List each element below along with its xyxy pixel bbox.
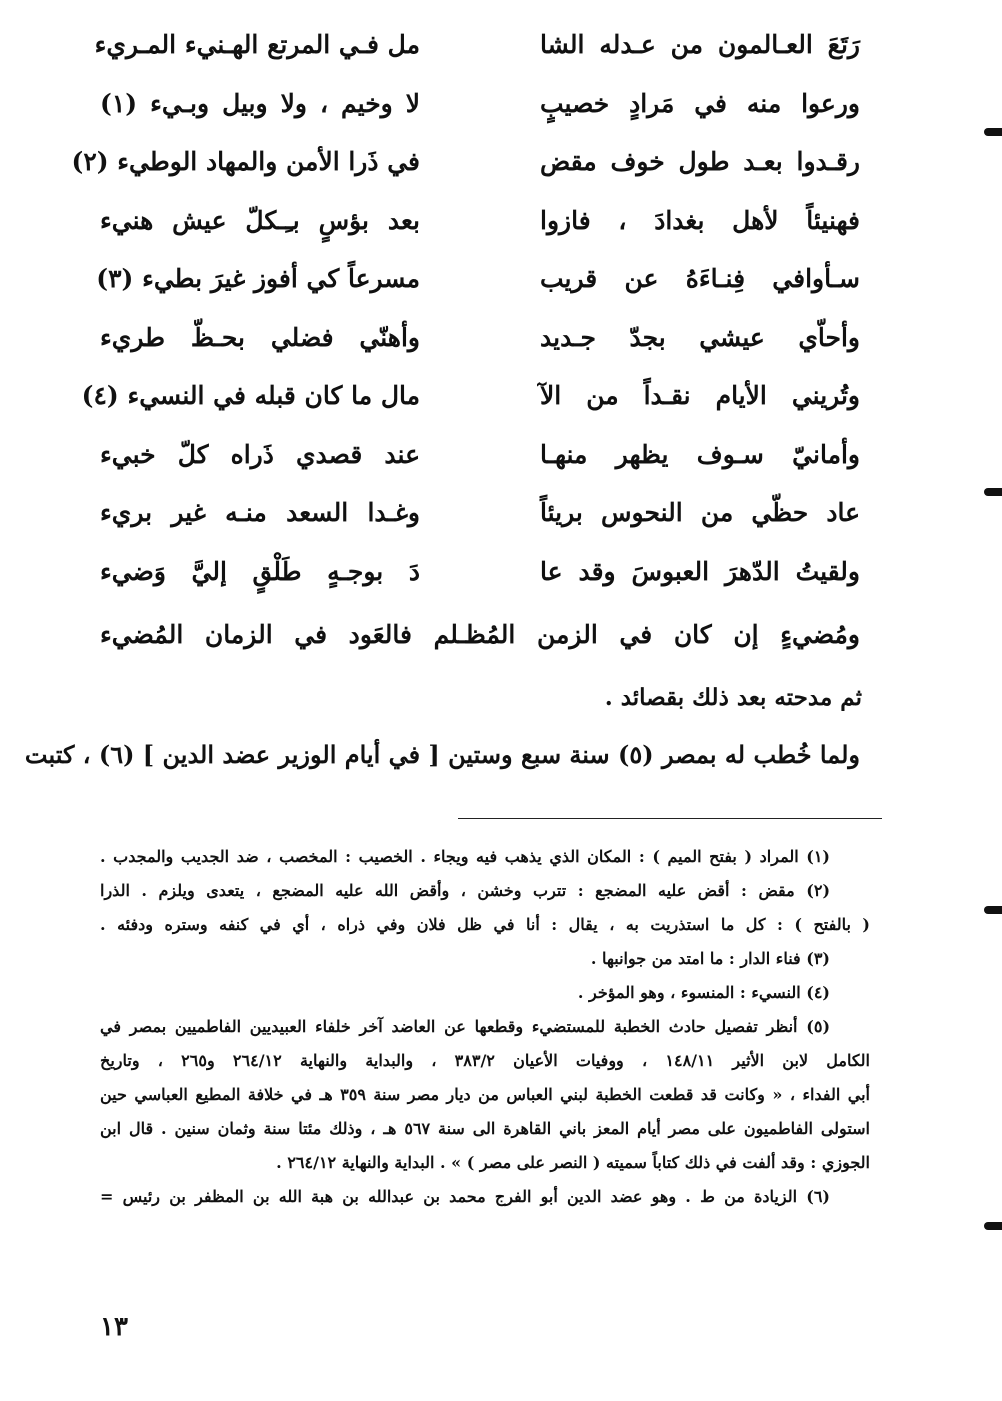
verse-line xyxy=(100,486,860,545)
second-hemistich: في ذَرا الأمن والمهاد الوطيء (٢) xyxy=(71,147,420,176)
footnotes xyxy=(100,840,870,1214)
footnote-line: أبي الفداء ، « وكانت قد قطعت الخطبة لبني العباس من ديار مصر سنة ٣٥٩ هـ في خلافة المطيع العباسي حين xyxy=(100,1085,870,1104)
footnote-line: (٤) النسيء : المنسوء ، وهو المؤخر . xyxy=(577,983,830,1002)
margin-mark xyxy=(984,488,1002,496)
first-hemistich: وأمانيّ سـوف يظهر منهـا xyxy=(540,439,860,469)
footnote-line: استولى الفاطميون على مصر أيام المعز باني القاهرة الى سنة ٥٦٧ هـ ، وذلك مئتا سنة وثمان سنين . قال ابن xyxy=(100,1119,870,1138)
second-hemistich: مال ما كان قبله في النسيء (٤) xyxy=(81,381,420,410)
full-verse: ومُضيءٍ إن كان في الزمن المُظـلم فالعَود في الزمان المُضيء xyxy=(100,620,860,649)
first-hemistich: رَتَعَ العـالمون من عـدله الشا xyxy=(540,30,860,59)
footnote-line: (٥) أنظر تفصيل حادث الخطبة للمستضيء وقطعها عن العاضد آخر خلفاء العبيديين الفاطميين بمصر في xyxy=(100,1017,831,1036)
first-hemistich: سـأوافي فِنـاءَهُ عن قريب xyxy=(540,264,860,293)
prose-line: ثم مدحته بعد ذلك بقصائد . xyxy=(604,684,862,711)
footnote-line: (٣) فناء الدار : ما امتد من جوانبها . xyxy=(590,949,830,968)
first-hemistich: ورعوا منه في مَرادٍ خصيبٍ xyxy=(540,88,860,118)
second-hemistich: بعد بؤسٍ بـِـكلّ عيش هنيء xyxy=(100,205,420,235)
second-hemistich: مل فـي المرتع الهـنيء المـريء xyxy=(94,30,420,59)
first-hemistich: فهنيئاً لأهل بغدادَ ، فازوا xyxy=(540,205,860,235)
footnote-line: ( بالفتح ) : كل ما استذريت به ، يقال : أنا في ظل فلان وفي ذراه ، أي في كنفه وستره ودفئه . xyxy=(100,915,870,934)
second-hemistich: عند قصدي ذَراه كلّ خبيء xyxy=(100,439,420,469)
margin-mark xyxy=(984,128,1002,136)
first-hemistich: عاد حظّي من النحوس بريئاً xyxy=(540,498,860,527)
verse-line xyxy=(100,77,860,136)
first-hemistich: ولقيتُ الدّهرَ العبوسَ وقد عا xyxy=(540,556,860,586)
prose-line: ولما خُطب له بمصر (٥) سنة سبع وستين [ في أيام الوزير عضد الدين ] (٦) ، كتبت xyxy=(24,740,860,769)
second-hemistich: دَ بوجـهٍ طَلْقٍ إليَّ وَضيء xyxy=(100,556,420,586)
footnote-line: (٦) الزيادة من ط . وهو عضد الدين أبو الفرج محمد بن عبدالله بن هبة الله بن المظفر بن رئيس = xyxy=(100,1187,830,1206)
second-hemistich: مسرعاً كي أفوز غيرَ بطيء (٣) xyxy=(96,264,420,293)
verse-line xyxy=(71,135,860,194)
margin-mark xyxy=(984,906,1002,914)
second-hemistich: وأهنّي فضلي بحـظّ طريء xyxy=(100,322,420,352)
verse-line xyxy=(100,194,860,253)
verse-line xyxy=(96,252,860,311)
first-hemistich: وتُريني الأيام نقـداً من الآ xyxy=(540,381,860,410)
footnote-line: الكامل لابن الأثير ١٤٨/١١ ، ووفيات الأعيان ٣٨٣/٢ ، والبداية والنهاية ٢٦٤/١٢ و٢٦٥ ، وتاريخ xyxy=(100,1051,870,1070)
first-hemistich: وأحاّي عيشي بجدّ جـديد xyxy=(540,322,860,352)
second-hemistich: وغـدا السعد منـه غير بريء xyxy=(100,498,420,527)
verse-line xyxy=(100,428,860,487)
footnote-line: (١) المراد ( بفتح الميم ) : المكان الذي يذهب فيه ويجاء . الخصيب : المخصب ، ضد الجديب والمجدب . xyxy=(100,847,830,866)
footnote-separator xyxy=(458,818,882,819)
footnote-line: الجوزي : وقد ألفت في ذلك كتاباً سميته ( النصر على مصر ) » . البداية والنهاية ٢٦٤/١٢ . xyxy=(276,1153,870,1172)
verse-line xyxy=(94,18,860,77)
verse-line xyxy=(100,545,860,604)
second-hemistich: لا وخيم ، ولا وبيل وبـيء (١) xyxy=(100,88,420,118)
verse-line xyxy=(100,311,860,370)
page-number: ١٣ xyxy=(100,1312,128,1342)
first-hemistich: رقـدوا بعـد طول خوف مقض xyxy=(540,147,860,176)
footnote-line: (٢) مقض : أقض عليه المضجع : تترب وخشن ، وأقض الله عليه المضجع ، يتعدى ويلزم . الذرا xyxy=(100,881,831,900)
margin-mark xyxy=(984,1222,1002,1230)
verse-line xyxy=(81,369,860,428)
poem xyxy=(71,18,860,603)
